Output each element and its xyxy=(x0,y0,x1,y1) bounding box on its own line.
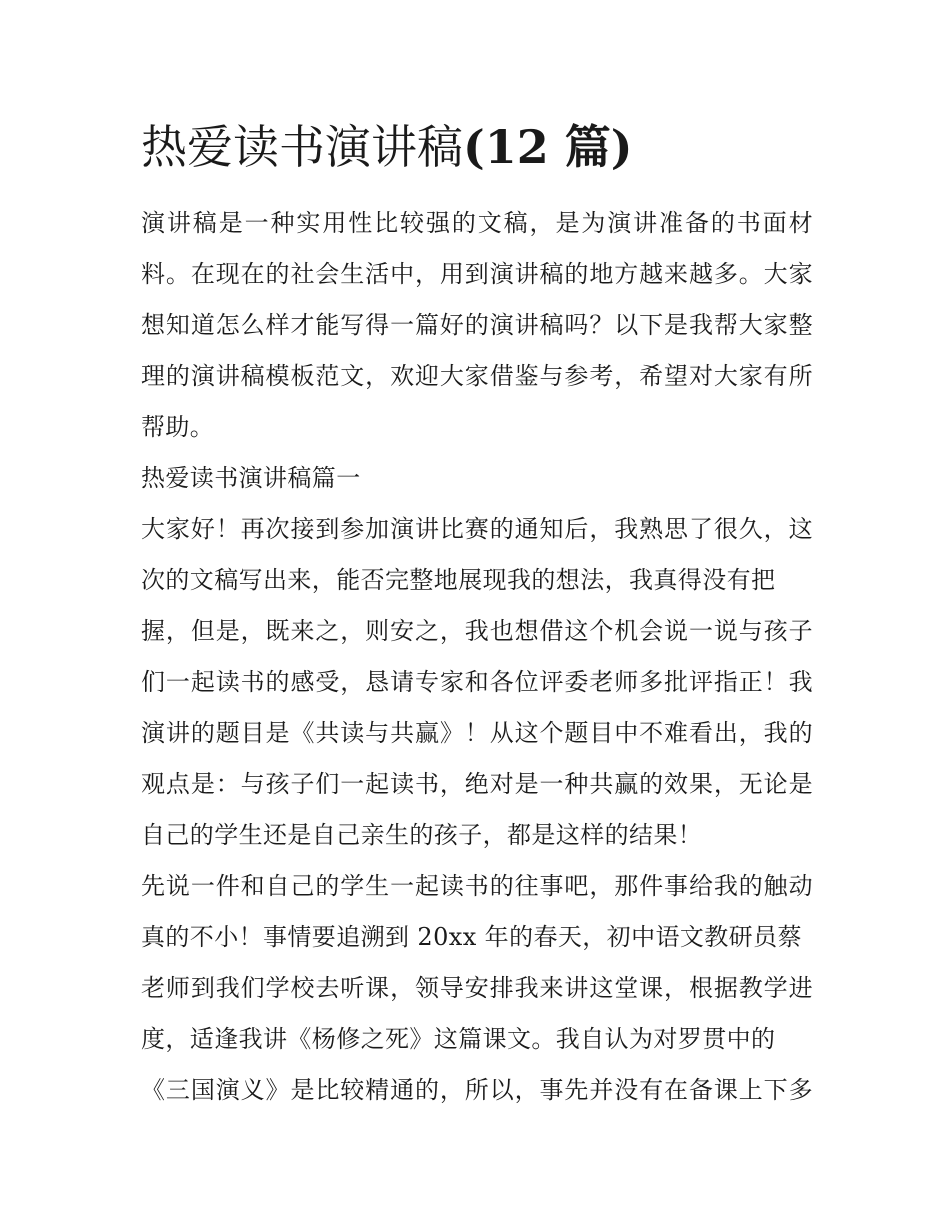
title-text: 热爱读书演讲稿 xyxy=(141,120,463,174)
text-line: 真的不小！事情要追溯到 20xx 年的春天，初中语文教研员蔡 xyxy=(141,923,802,951)
text-line: 次的文稿写出来，能否完整地展现我的想法，我真得没有把 xyxy=(141,566,776,594)
text-line: 大家好！再次接到参加演讲比赛的通知后，我熟思了很久，这 xyxy=(141,515,813,543)
document-title xyxy=(141,112,633,182)
text-line: 观点是：与孩子们一起读书，绝对是一种共赢的效果，无论是 xyxy=(141,770,813,798)
text-line: 握，但是，既来之，则安之，我也想借这个机会说一说与孩子 xyxy=(141,617,813,645)
text-line: 们一起读书的感受，恳请专家和各位评委老师多批评指正！我 xyxy=(141,668,813,696)
text-line: 料。在现在的社会生活中，用到演讲稿的地方越来越多。大家 xyxy=(141,260,813,288)
text-line: 度，适逢我讲《杨修之死》这篇课文。我自认为对罗贯中的 xyxy=(141,1025,776,1053)
text-line: 演讲的题目是《共读与共赢》！从这个题目中不难看出，我的 xyxy=(141,719,813,747)
text-line: 先说一件和自己的学生一起读书的往事吧，那件事给我的触动 xyxy=(141,872,813,900)
text-line: 想知道怎么样才能写得一篇好的演讲稿吗？以下是我帮大家整 xyxy=(141,311,813,339)
text-line: 《三国演义》是比较精通的，所以，事先并没有在备课上下多 xyxy=(141,1076,813,1104)
text-line: 老师到我们学校去听课，领导安排我来讲这堂课，根据教学进 xyxy=(141,974,813,1002)
section-heading: 热爱读书演讲稿篇一 xyxy=(141,464,361,492)
text-line: 演讲稿是一种实用性比较强的文稿，是为演讲准备的书面材 xyxy=(141,209,813,237)
document-body xyxy=(141,198,813,1116)
text-line: 理的演讲稿模板范文，欢迎大家借鉴与参考，希望对大家有所 xyxy=(141,362,813,390)
text-line: 自己的学生还是自己亲生的孩子，都是这样的结果！ xyxy=(141,821,703,849)
text-line: 帮助。 xyxy=(141,413,215,441)
title-count: (12 篇) xyxy=(463,120,633,174)
